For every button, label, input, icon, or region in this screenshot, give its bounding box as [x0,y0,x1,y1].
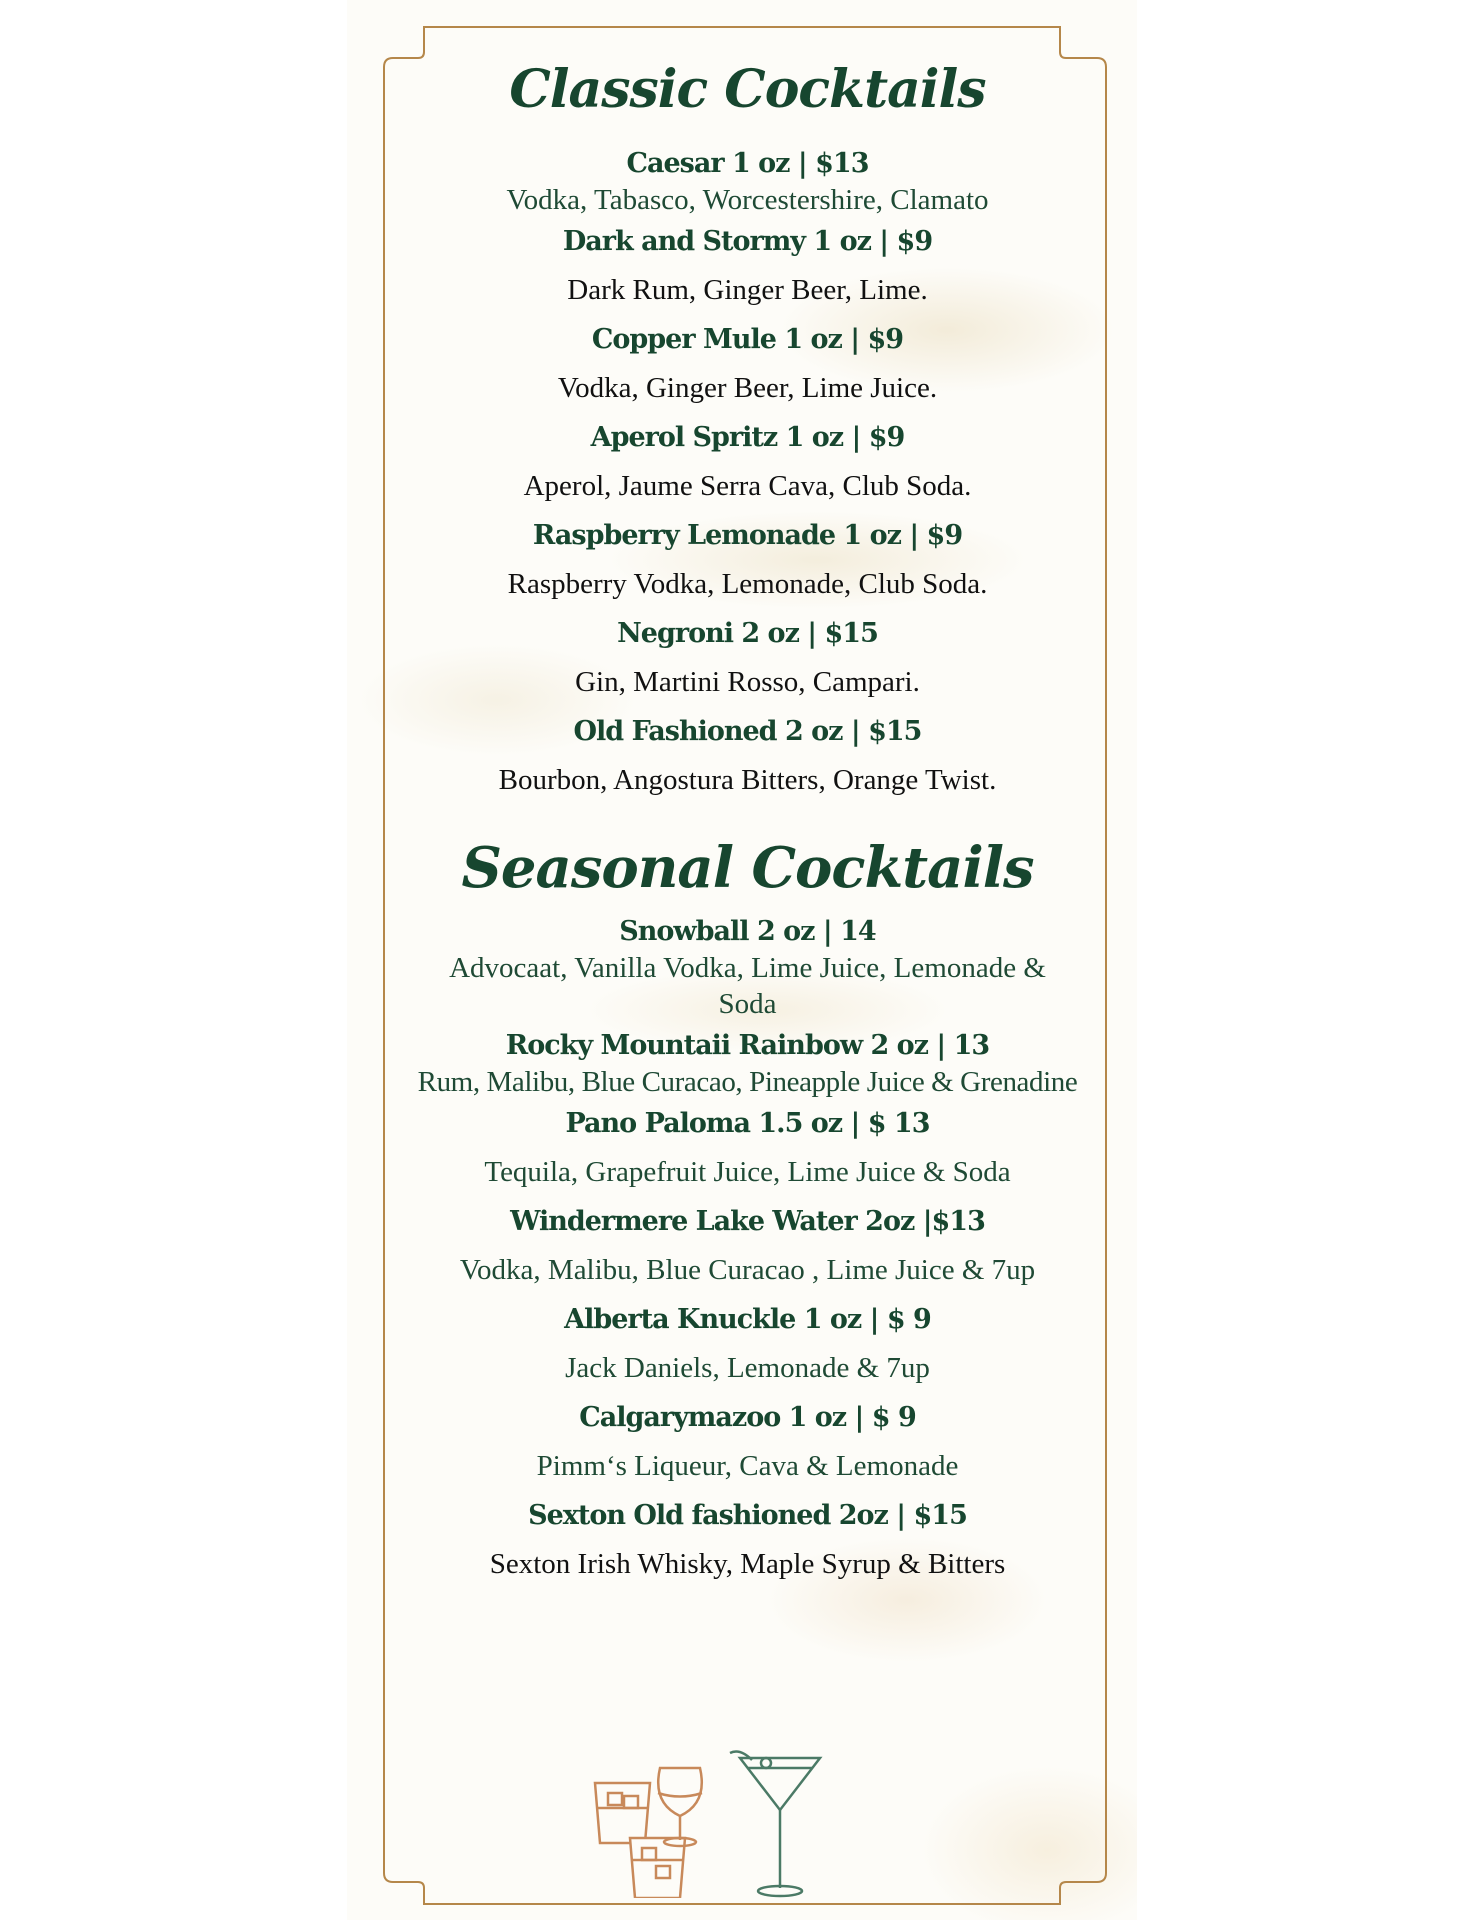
item-name: Sexton Old fashioned 2oz | $15 [528,1500,967,1532]
menu-item [390,1498,1105,1582]
item-description: Advocaat, Vanilla Vodka, Lime Juice, Lemonade & Soda [449,952,1046,1021]
menu-content [390,60,1105,1596]
item-name: Calgarymazoo 1 oz | $ 9 [579,1402,916,1434]
seasonal-cocktails-title: Seasonal Cocktails [461,834,1034,901]
menu-item [390,224,1105,308]
martini-glass-icon [730,1752,820,1896]
menu-item [390,1204,1105,1288]
glasses-illustration [590,1748,840,1898]
item-description: Vodka, Tabasco, Worcestershire, Clamato [506,183,989,216]
item-name: Raspberry Lemonade 1 oz | $9 [532,519,963,551]
item-description: Gin, Martini Rosso, Campari. [575,665,920,698]
brandy-snifter-icon [658,1768,702,1846]
item-description: Rum, Malibu, Blue Curacao, Pineapple Juice & Grenadine [417,1066,1078,1099]
menu-item [390,1302,1105,1386]
item-description: Raspberry Vodka, Lemonade, Club Soda. [507,567,988,600]
item-description: Vodka, Ginger Beer, Lime Juice. [557,371,938,404]
classic-cocktails-title: Classic Cocktails [509,59,986,120]
item-description: Bourbon, Angostura Bitters, Orange Twist. [498,763,997,796]
item-description: Sexton Irish Whisky, Maple Syrup & Bitters [489,1548,1006,1581]
item-name: Negroni 2 oz | $15 [617,617,878,649]
item-description: Tequila, Grapefruit Juice, Lime Juice & Soda [484,1156,1011,1189]
menu-item [390,1106,1105,1190]
item-name: Aperol Spritz 1 oz | $9 [590,421,905,453]
classic-list [390,146,1105,798]
item-name: Dark and Stormy 1 oz | $9 [562,225,933,257]
menu-item [390,518,1105,602]
item-description: Vodka, Malibu, Blue Curacao , Lime Juice & 7up [459,1254,1036,1287]
item-name: Rocky Mountaii Rainbow 2 oz | 13 [505,1030,990,1062]
seasonal-list [390,914,1105,1582]
menu-item [390,1400,1105,1484]
item-name: Pano Paloma 1.5 oz | $ 13 [565,1108,930,1140]
item-name: Alberta Knuckle 1 oz | $ 9 [564,1304,931,1336]
menu-item [390,714,1105,798]
menu-item [390,146,1105,218]
menu-item [390,914,1105,1022]
item-name: Windermere Lake Water 2oz |$13 [510,1206,985,1238]
item-description: Pimm‘s Liqueur, Cava & Lemonade [536,1450,959,1483]
item-description: Aperol, Jaume Serra Cava, Club Soda. [523,469,972,502]
item-name: Snowball 2 oz | 14 [619,916,876,948]
menu-item [390,420,1105,504]
item-name: Old Fashioned 2 oz | $15 [573,715,922,747]
item-description: Jack Daniels, Lemonade & 7up [565,1352,930,1385]
whisky-glasses-icon [595,1783,685,1898]
item-name: Copper Mule 1 oz | $9 [591,323,904,355]
menu-item [390,616,1105,700]
item-name: Caesar 1 oz | $13 [626,147,869,179]
menu-item [390,1028,1105,1100]
menu-item [390,322,1105,406]
item-description: Dark Rum, Ginger Beer, Lime. [567,273,928,306]
